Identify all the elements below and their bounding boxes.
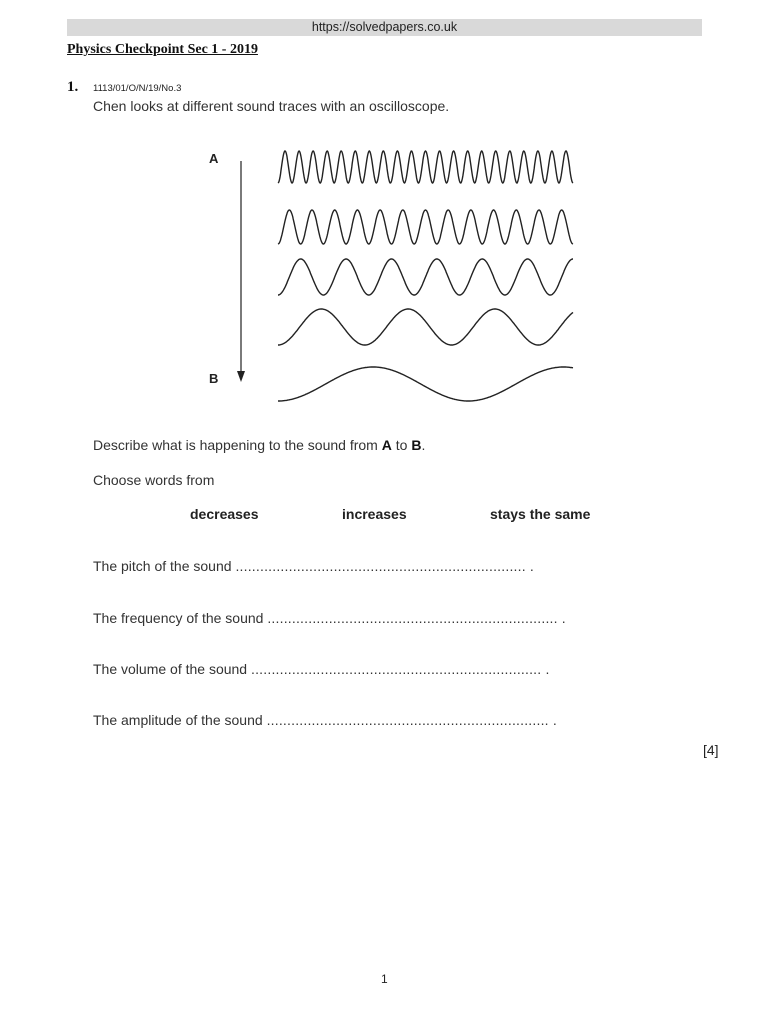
answer-line-amplitude[interactable]: The amplitude of the sound ..................................................................... .: [93, 712, 557, 728]
answer-line-volume[interactable]: The volume of the sound ....................................................................... .: [93, 661, 550, 677]
trace-2: [278, 210, 573, 244]
trace-4: [278, 309, 573, 345]
trace-5: [278, 367, 573, 401]
marks-total: [4]: [703, 742, 719, 758]
source-url-banner: https://solvedpapers.co.uk: [67, 19, 702, 36]
word-choice-stays-the-same: stays the same: [490, 506, 591, 522]
oscilloscope-traces-figure: [0, 0, 768, 420]
word-choice-increases: increases: [342, 506, 407, 522]
choose-words-prompt: Choose words from: [93, 472, 215, 488]
page-number: 1: [381, 972, 388, 986]
describe-label-a: A: [381, 437, 392, 453]
describe-instruction: Describe what is happening to the sound from A to B.: [93, 437, 426, 453]
arrow-head: [237, 371, 245, 382]
answer-line-pitch[interactable]: The pitch of the sound ....................................................................... .: [93, 558, 534, 574]
question-intro: Chen looks at different sound traces with an oscilloscope.: [93, 98, 450, 114]
word-choice-decreases: decreases: [190, 506, 259, 522]
question-number: 1.: [67, 79, 79, 95]
trace-3: [278, 259, 573, 295]
trace-1: [278, 151, 573, 183]
question-reference: 1113/01/O/N/19/No.3: [93, 83, 182, 94]
describe-label-b: B: [411, 437, 422, 453]
document-title: Physics Checkpoint Sec 1 - 2019: [67, 42, 258, 57]
label-b: B: [209, 371, 219, 386]
label-a: A: [209, 151, 219, 166]
answer-line-frequency[interactable]: The frequency of the sound ....................................................................... .: [93, 610, 566, 626]
